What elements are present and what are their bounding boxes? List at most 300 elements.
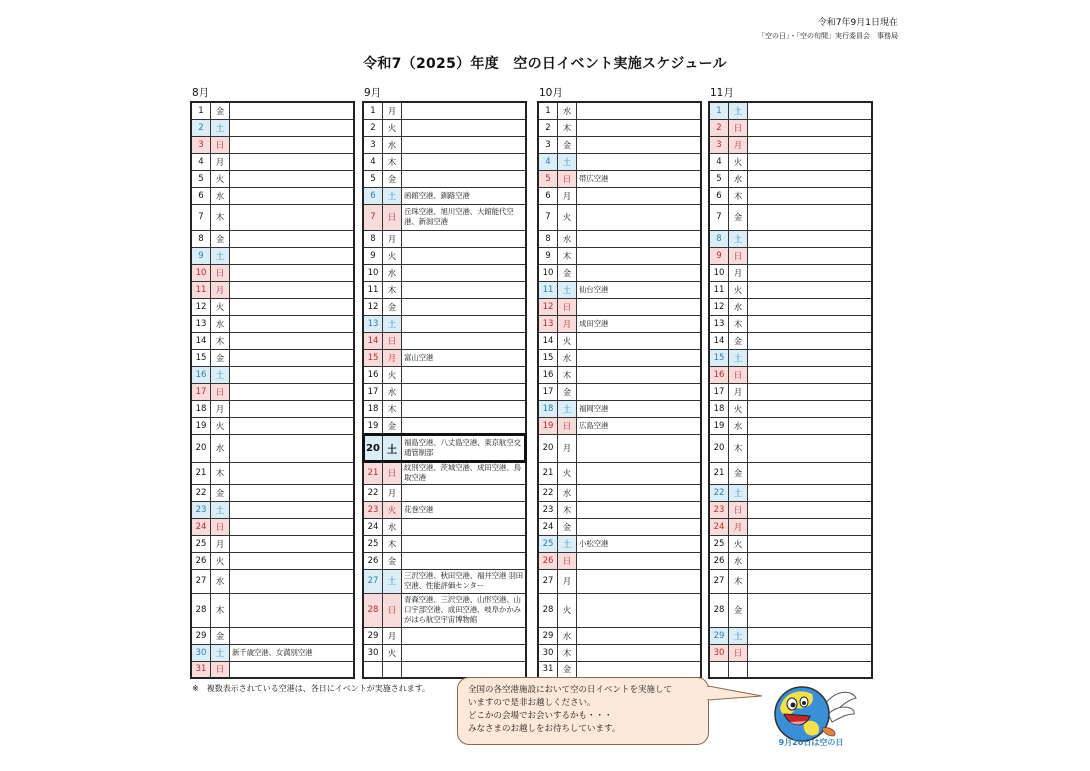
calendar-row <box>363 136 526 153</box>
calendar-row <box>191 247 354 264</box>
day-number: 8 <box>709 230 729 247</box>
weekday: 木 <box>383 153 402 170</box>
event-airports <box>748 315 873 332</box>
weekday: 木 <box>383 400 402 417</box>
weekday: 土 <box>211 644 230 661</box>
event-airports <box>402 535 527 552</box>
calendar-row <box>709 462 872 484</box>
event-airports <box>577 593 702 627</box>
day-number: 5 <box>191 170 211 187</box>
calendar-row <box>191 332 354 349</box>
weekday: 金 <box>211 102 230 119</box>
weekday: 水 <box>558 627 577 644</box>
calendar-row <box>191 518 354 535</box>
event-airports <box>402 484 527 501</box>
weekday <box>729 661 748 678</box>
calendar-row <box>538 644 701 661</box>
calendar-row <box>363 661 526 678</box>
day-number: 25 <box>363 535 383 552</box>
event-airports <box>230 501 355 518</box>
event-airports <box>748 298 873 315</box>
calendar-row <box>191 593 354 627</box>
weekday: 月 <box>383 230 402 247</box>
weekday: 土 <box>558 535 577 552</box>
weekday: 月 <box>211 400 230 417</box>
day-number: 28 <box>709 593 729 627</box>
day-number: 15 <box>363 349 383 366</box>
day-number: 20 <box>191 434 211 462</box>
day-number: 22 <box>191 484 211 501</box>
event-airports: 三沢空港、秋田空港、福井空港 羽田空港、性能評価センター <box>402 569 527 593</box>
calendar-row <box>538 349 701 366</box>
weekday: 月 <box>729 518 748 535</box>
calendar-table <box>537 101 702 679</box>
day-number: 19 <box>538 417 558 434</box>
day-number: 18 <box>709 400 729 417</box>
weekday: 木 <box>558 366 577 383</box>
day-number: 3 <box>709 136 729 153</box>
day-number: 2 <box>538 119 558 136</box>
day-number: 14 <box>363 332 383 349</box>
weekday: 月 <box>211 153 230 170</box>
weekday: 日 <box>211 383 230 400</box>
event-airports <box>748 400 873 417</box>
day-number: 8 <box>363 230 383 247</box>
day-number: 23 <box>363 501 383 518</box>
event-airports <box>748 119 873 136</box>
event-airports <box>748 136 873 153</box>
day-number: 19 <box>191 417 211 434</box>
calendar-row <box>538 315 701 332</box>
day-number: 19 <box>709 417 729 434</box>
day-number: 5 <box>709 170 729 187</box>
event-airports <box>230 153 355 170</box>
weekday: 土 <box>383 187 402 204</box>
event-airports <box>748 366 873 383</box>
event-airports <box>577 247 702 264</box>
day-number: 25 <box>709 535 729 552</box>
day-number: 19 <box>363 417 383 434</box>
event-airports: 紋別空港、茨城空港、成田空港、鳥取空港 <box>402 462 527 484</box>
calendar-row <box>709 644 872 661</box>
calendar-row <box>363 462 526 484</box>
calendar-row <box>191 170 354 187</box>
calendar-row <box>363 119 526 136</box>
day-number: 24 <box>363 518 383 535</box>
weekday: 日 <box>383 332 402 349</box>
weekday: 火 <box>558 204 577 230</box>
calendar-row <box>709 383 872 400</box>
weekday: 水 <box>383 518 402 535</box>
weekday: 火 <box>558 332 577 349</box>
calendar-row <box>538 153 701 170</box>
weekday: 土 <box>383 434 402 462</box>
weekday: 火 <box>729 535 748 552</box>
calendar-row <box>538 281 701 298</box>
weekday: 日 <box>383 593 402 627</box>
weekday: 火 <box>729 153 748 170</box>
event-airports <box>577 349 702 366</box>
calendar-row <box>191 119 354 136</box>
calendar-row <box>709 230 872 247</box>
calendar-row <box>191 484 354 501</box>
event-airports <box>748 383 873 400</box>
mascot-caption: 9月20日は空の日 <box>778 738 844 747</box>
event-airports <box>230 187 355 204</box>
month-november <box>708 86 873 679</box>
weekday: 日 <box>729 501 748 518</box>
day-number: 8 <box>538 230 558 247</box>
calendar-row <box>363 434 526 462</box>
calendar-row <box>538 264 701 281</box>
month-august <box>190 86 355 679</box>
weekday: 金 <box>729 462 748 484</box>
day-number: 13 <box>191 315 211 332</box>
weekday: 月 <box>558 187 577 204</box>
event-airports <box>577 102 702 119</box>
day-number: 30 <box>363 644 383 661</box>
calendar-row <box>191 136 354 153</box>
weekday: 日 <box>211 661 230 678</box>
day-number: 13 <box>363 315 383 332</box>
event-airports <box>402 102 527 119</box>
day-number: 1 <box>191 102 211 119</box>
calendar-row <box>363 417 526 434</box>
day-number: 2 <box>709 119 729 136</box>
day-number: 7 <box>538 204 558 230</box>
weekday: 火 <box>558 462 577 484</box>
event-airports <box>230 434 355 462</box>
event-airports <box>230 627 355 644</box>
weekday: 日 <box>729 247 748 264</box>
event-airports <box>748 593 873 627</box>
day-number: 23 <box>191 501 211 518</box>
day-number: 10 <box>363 264 383 281</box>
day-number: 25 <box>191 535 211 552</box>
event-airports <box>230 366 355 383</box>
day-number: 28 <box>538 593 558 627</box>
weekday: 水 <box>211 315 230 332</box>
event-airports <box>230 462 355 484</box>
event-airports <box>748 264 873 281</box>
day-number: 26 <box>538 552 558 569</box>
event-airports <box>748 535 873 552</box>
weekday: 金 <box>211 230 230 247</box>
calendar-row <box>191 315 354 332</box>
event-airports <box>230 281 355 298</box>
event-airports <box>230 247 355 264</box>
day-number: 4 <box>709 153 729 170</box>
day-number: 21 <box>191 462 211 484</box>
day-number: 27 <box>363 569 383 593</box>
event-airports <box>577 644 702 661</box>
event-airports <box>748 417 873 434</box>
weekday: 日 <box>558 417 577 434</box>
event-airports <box>577 569 702 593</box>
weekday: 日 <box>558 298 577 315</box>
day-number: 6 <box>191 187 211 204</box>
day-number: 21 <box>709 462 729 484</box>
day-number: 16 <box>191 366 211 383</box>
calendar-table <box>362 101 527 679</box>
weekday: 水 <box>729 170 748 187</box>
day-number: 9 <box>191 247 211 264</box>
weekday: 土 <box>558 400 577 417</box>
weekday: 日 <box>383 462 402 484</box>
event-airports <box>230 593 355 627</box>
event-airports <box>402 170 527 187</box>
calendar-row <box>538 187 701 204</box>
event-airports <box>577 627 702 644</box>
day-number: 3 <box>363 136 383 153</box>
day-number: 29 <box>709 627 729 644</box>
calendar-row <box>191 383 354 400</box>
event-airports <box>402 627 527 644</box>
event-airports <box>230 204 355 230</box>
weekday: 金 <box>383 552 402 569</box>
day-number: 5 <box>538 170 558 187</box>
calendar-row <box>363 170 526 187</box>
calendar-row <box>191 366 354 383</box>
calendar-row <box>363 535 526 552</box>
calendar-row <box>538 593 701 627</box>
calendar-row <box>538 136 701 153</box>
event-airports <box>402 366 527 383</box>
weekday: 金 <box>211 627 230 644</box>
calendar-row <box>363 383 526 400</box>
calendar-row <box>709 264 872 281</box>
event-airports <box>748 153 873 170</box>
event-airports <box>577 264 702 281</box>
day-number: 13 <box>709 315 729 332</box>
event-airports <box>230 417 355 434</box>
weekday: 月 <box>729 264 748 281</box>
weekday: 土 <box>558 153 577 170</box>
day-number: 18 <box>363 400 383 417</box>
weekday: 金 <box>729 593 748 627</box>
event-airports <box>577 187 702 204</box>
event-airports <box>577 383 702 400</box>
event-airports: 函館空港、釧路空港 <box>402 187 527 204</box>
weekday: 土 <box>383 569 402 593</box>
day-number: 17 <box>191 383 211 400</box>
event-airports: 新千歳空港、女満別空港 <box>230 644 355 661</box>
calendar-row <box>363 366 526 383</box>
event-airports <box>230 119 355 136</box>
calendar-row <box>538 366 701 383</box>
event-airports <box>577 661 702 678</box>
calendar-row <box>538 119 701 136</box>
day-number: 4 <box>191 153 211 170</box>
weekday: 月 <box>729 136 748 153</box>
calendar-row <box>709 400 872 417</box>
weekday: 土 <box>211 501 230 518</box>
calendar-row <box>538 332 701 349</box>
weekday: 土 <box>383 315 402 332</box>
weekday: 金 <box>558 661 577 678</box>
day-number: 24 <box>709 518 729 535</box>
event-airports <box>577 298 702 315</box>
weekday: 日 <box>211 518 230 535</box>
calendar-row <box>191 569 354 593</box>
weekday: 木 <box>558 501 577 518</box>
calendar-row <box>709 247 872 264</box>
event-airports <box>402 332 527 349</box>
day-number: 6 <box>363 187 383 204</box>
event-airports <box>748 247 873 264</box>
day-number: 10 <box>709 264 729 281</box>
day-number: 29 <box>363 627 383 644</box>
event-airports <box>748 204 873 230</box>
event-airports <box>748 518 873 535</box>
bubble-line: みなさまのお越しをお待ちしています。 <box>468 724 621 734</box>
weekday: 火 <box>383 501 402 518</box>
bubble-line: いますので是非お越しください。 <box>468 698 596 708</box>
event-airports: 福岡空港 <box>577 400 702 417</box>
day-number: 2 <box>191 119 211 136</box>
calendar-row <box>191 187 354 204</box>
weekday: 水 <box>729 552 748 569</box>
calendar-row <box>191 153 354 170</box>
day-number: 27 <box>709 569 729 593</box>
calendar-row <box>709 170 872 187</box>
calendar-row <box>709 332 872 349</box>
day-number: 20 <box>709 434 729 462</box>
day-number: 5 <box>363 170 383 187</box>
calendar-row <box>538 501 701 518</box>
calendar-row <box>191 400 354 417</box>
weekday: 火 <box>383 119 402 136</box>
event-airports <box>402 153 527 170</box>
event-airports <box>402 230 527 247</box>
day-number: 30 <box>191 644 211 661</box>
event-airports <box>230 349 355 366</box>
day-number <box>709 661 729 678</box>
calendar-row <box>363 153 526 170</box>
calendar-row <box>538 247 701 264</box>
event-airports <box>230 552 355 569</box>
weekday: 木 <box>558 247 577 264</box>
month-label: 9月 <box>364 87 382 99</box>
event-airports <box>230 332 355 349</box>
day-number: 30 <box>538 644 558 661</box>
calendar-row <box>363 315 526 332</box>
weekday: 水 <box>211 187 230 204</box>
event-airports <box>230 230 355 247</box>
event-airports <box>402 644 527 661</box>
event-airports: 仙台空港 <box>577 281 702 298</box>
calendar-row <box>709 102 872 119</box>
day-number: 17 <box>709 383 729 400</box>
calendar-row <box>191 535 354 552</box>
weekday: 日 <box>558 170 577 187</box>
calendar-row <box>191 661 354 678</box>
event-airports <box>748 501 873 518</box>
event-airports <box>230 170 355 187</box>
calendar-row <box>709 518 872 535</box>
weekday: 日 <box>211 136 230 153</box>
calendar-row <box>709 484 872 501</box>
weekday: 月 <box>211 281 230 298</box>
event-airports <box>402 383 527 400</box>
day-number: 4 <box>363 153 383 170</box>
event-airports <box>577 434 702 462</box>
calendar-row <box>191 417 354 434</box>
speech-bubble-tail-icon <box>706 682 766 712</box>
weekday: 火 <box>383 644 402 661</box>
day-number: 9 <box>709 247 729 264</box>
day-number: 27 <box>191 569 211 593</box>
event-airports <box>402 518 527 535</box>
day-number: 15 <box>191 349 211 366</box>
day-number: 15 <box>709 349 729 366</box>
calendar-row <box>709 204 872 230</box>
day-number: 18 <box>538 400 558 417</box>
event-airports <box>577 204 702 230</box>
calendar-row <box>363 518 526 535</box>
event-airports <box>230 569 355 593</box>
calendar-row <box>363 298 526 315</box>
day-number: 15 <box>538 349 558 366</box>
weekday: 土 <box>729 484 748 501</box>
calendar-row <box>709 119 872 136</box>
event-airports <box>402 552 527 569</box>
event-airports: 丘珠空港、旭川空港、大館能代空港、新潟空港 <box>402 204 527 230</box>
weekday: 火 <box>211 417 230 434</box>
calendar-row <box>363 247 526 264</box>
calendar-row <box>709 552 872 569</box>
event-airports <box>230 298 355 315</box>
calendar-row <box>363 204 526 230</box>
calendar-row <box>709 501 872 518</box>
month-label: 8月 <box>192 87 210 99</box>
event-airports <box>748 484 873 501</box>
event-airports: 帯広空港 <box>577 170 702 187</box>
day-number: 3 <box>191 136 211 153</box>
day-number: 16 <box>538 366 558 383</box>
day-number: 21 <box>538 462 558 484</box>
calendar-row <box>538 484 701 501</box>
weekday: 火 <box>383 247 402 264</box>
weekday: 木 <box>211 204 230 230</box>
event-airports <box>402 400 527 417</box>
day-number: 23 <box>538 501 558 518</box>
weekday: 金 <box>558 518 577 535</box>
calendar-row <box>709 366 872 383</box>
day-number: 8 <box>191 230 211 247</box>
day-number <box>363 661 383 678</box>
calendar-row <box>363 593 526 627</box>
day-number: 21 <box>363 462 383 484</box>
day-number: 26 <box>191 552 211 569</box>
calendar-row <box>191 627 354 644</box>
weekday: 木 <box>211 332 230 349</box>
calendar-row <box>709 569 872 593</box>
event-airports <box>577 230 702 247</box>
event-airports <box>577 366 702 383</box>
calendar-row <box>363 349 526 366</box>
issuer: 「空の日」・「空の旬間」実行委員会 事務局 <box>758 32 898 40</box>
event-airports <box>577 462 702 484</box>
day-number: 31 <box>191 661 211 678</box>
calendar-row <box>191 102 354 119</box>
weekday: 木 <box>729 187 748 204</box>
weekday: 水 <box>558 102 577 119</box>
event-airports <box>402 417 527 434</box>
weekday: 金 <box>383 298 402 315</box>
day-number: 12 <box>191 298 211 315</box>
day-number: 24 <box>538 518 558 535</box>
